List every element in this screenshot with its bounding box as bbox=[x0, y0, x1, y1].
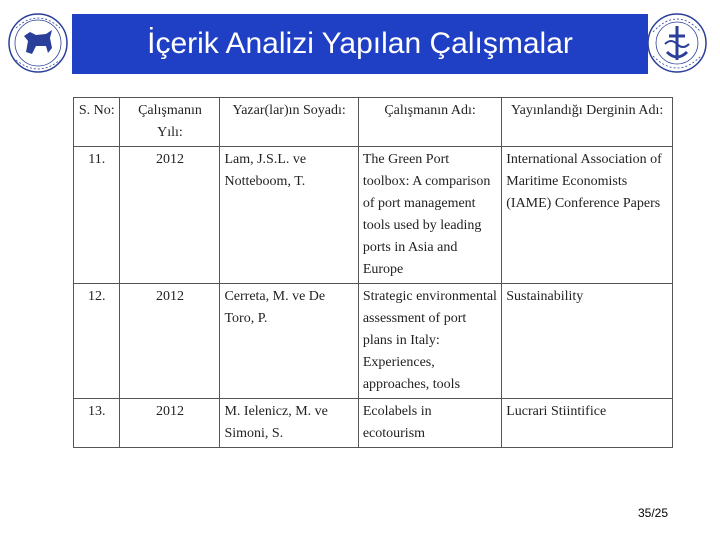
slide-title: İçerik Analizi Yapılan Çalışmalar bbox=[147, 27, 573, 60]
cell-journal: Sustainability bbox=[502, 284, 673, 399]
cell-study-name: Ecolabels in ecotourism bbox=[358, 399, 501, 448]
cell-no: 13. bbox=[74, 399, 120, 448]
university-seal-horse-icon bbox=[6, 8, 70, 78]
cell-journal: Lucrari Stiintifice bbox=[502, 399, 673, 448]
header-year: Çalışmanın Yılı: bbox=[120, 98, 220, 147]
page-number: 35/25 bbox=[638, 506, 669, 520]
table-row bbox=[74, 284, 673, 399]
header-authors: Yazar(lar)ın Soyadı: bbox=[220, 98, 358, 147]
cell-study-name: Strategic environmental assessment of port plans in Italy: Experiences, approaches, tools bbox=[358, 284, 501, 399]
cell-no: 12. bbox=[74, 284, 120, 399]
table-row bbox=[74, 147, 673, 284]
cell-year: 2012 bbox=[120, 399, 220, 448]
cell-study-name: The Green Port toolbox: A comparison of port management tools used by leading ports in Asia and Europe bbox=[358, 147, 501, 284]
cell-year: 2012 bbox=[120, 147, 220, 284]
cell-authors: Cerreta, M. ve De Toro, P. bbox=[220, 284, 358, 399]
studies-table bbox=[73, 97, 673, 448]
maritime-faculty-seal-icon bbox=[645, 8, 709, 78]
table-row bbox=[74, 399, 673, 448]
table-header-row bbox=[74, 98, 673, 147]
cell-authors: M. Ielenicz, M. ve Simoni, S. bbox=[220, 399, 358, 448]
cell-authors: Lam, J.S.L. ve Notteboom, T. bbox=[220, 147, 358, 284]
cell-no: 11. bbox=[74, 147, 120, 284]
header-no: S. No: bbox=[74, 98, 120, 147]
cell-year: 2012 bbox=[120, 284, 220, 399]
header-journal: Yayınlandığı Derginin Adı: bbox=[502, 98, 673, 147]
cell-journal: International Association of Maritime Economists (IAME) Conference Papers bbox=[502, 147, 673, 284]
header-study-name: Çalışmanın Adı: bbox=[358, 98, 501, 147]
